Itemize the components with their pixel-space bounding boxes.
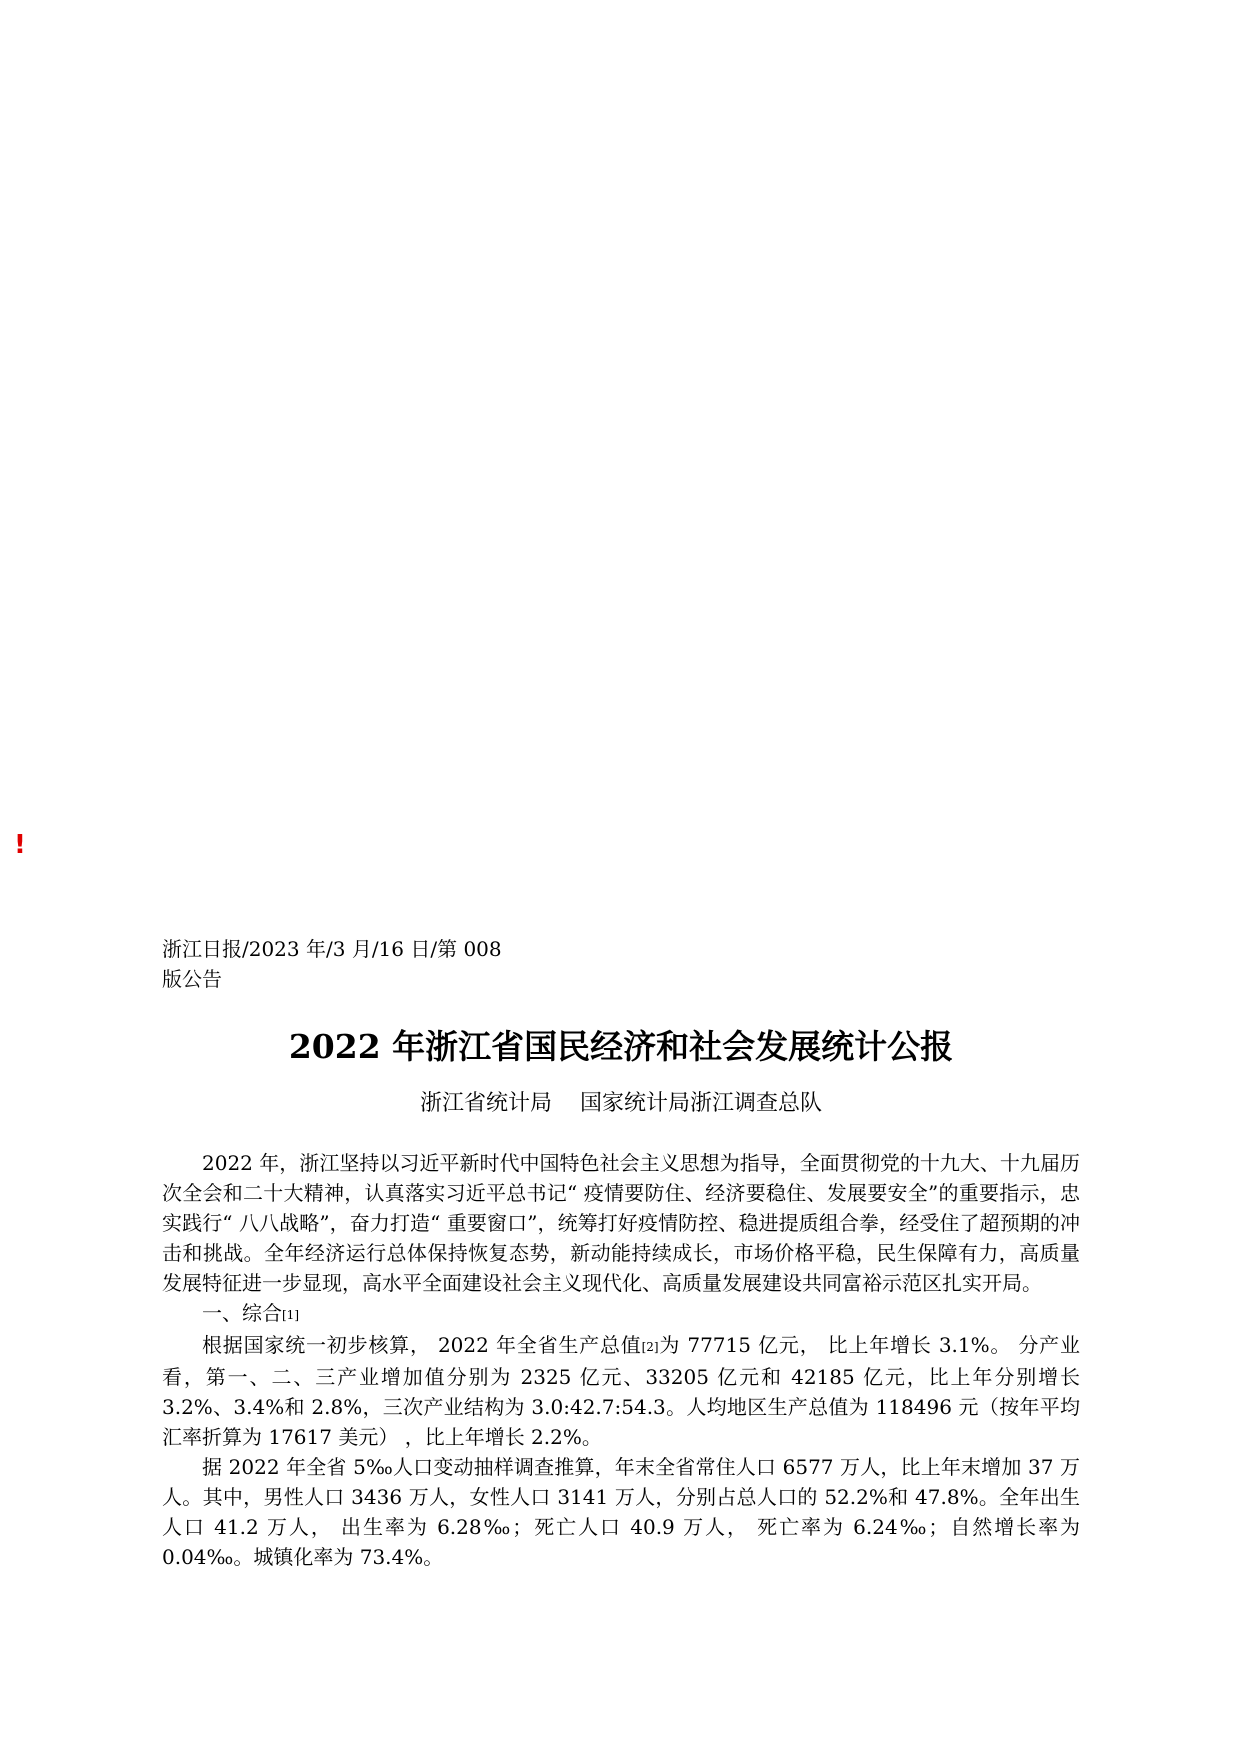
- intro-paragraph: 2022 年，浙江坚持以习近平新时代中国特色社会主义思想为指导，全面贯彻党的十九大、十九届历次全会和二十大精神，认真落实习近平总书记“ 疫情要防住、经济要稳住、发展要安全”的重要指示，忠实践行“ 八八战略”，奋力打造“ 重要窗口”，统筹打好疫情防控、稳进提质组合拳，经受住了超预期的冲击和挑战。全年经济运行总体保持恢复态势，新动能持续成长，市场价格平稳，民生保障有力，高质量发展特征进一步显现，高水平全面建设社会主义现代化、高质量发展建设共同富裕示范区扎实开局。: [162, 1151, 1080, 1295]
- gdp-text-part-2: 为 77715 亿元， 比上年增长 3.1%。 分产业看，第一、二、三产业增加值分别为 2325 亿元、33205 亿元和 42185 亿元，比上年分别增长 3.2%、3.4%和 2.8%，三次产业结构为 3.0:42.7:54.3。人均地区生产总值为 118496 元（按年平均汇率折算为 17617 美元） ，比上年增长 2.2%。: [162, 1333, 1080, 1449]
- source-line: [162, 934, 1080, 994]
- footnote-ref-2: [2]: [641, 1340, 659, 1354]
- section-heading-text: 一、综合: [202, 1301, 282, 1325]
- authors-line: 浙江省统计局 国家统计局浙江调查总队: [420, 1091, 822, 1116]
- document-content: [162, 934, 1080, 1572]
- gdp-text-part-1: 根据国家统一初步核算， 2022 年全省生产总值: [202, 1333, 642, 1357]
- source-line-2: 版公告: [162, 967, 222, 991]
- warning-marker: !: [14, 830, 26, 860]
- page-title: 2022 年浙江省国民经济和社会发展统计公报: [288, 1027, 954, 1066]
- section-heading-1: [162, 1298, 1080, 1330]
- source-line-1: 浙江日报/2023 年/3 月/16 日/第 008: [162, 937, 502, 961]
- population-paragraph: 据 2022 年全省 5‰人口变动抽样调查推算，年末全省常住人口 6577 万人，比上年末增加 37 万人。其中，男性人口 3436 万人，女性人口 3141 万人，分别占总人口的 52.2%和 47.8%。全年出生人口 41.2 万人， 出生率为 6.28‰；死亡人口 40.9 万人， 死亡率为 6.24‰；自然增长率为 0.04‰。城镇化率为 73.4%。: [162, 1455, 1080, 1569]
- footnote-ref-1: [1]: [282, 1308, 299, 1322]
- article-body: [162, 1148, 1080, 1572]
- gdp-paragraph: [162, 1330, 1080, 1452]
